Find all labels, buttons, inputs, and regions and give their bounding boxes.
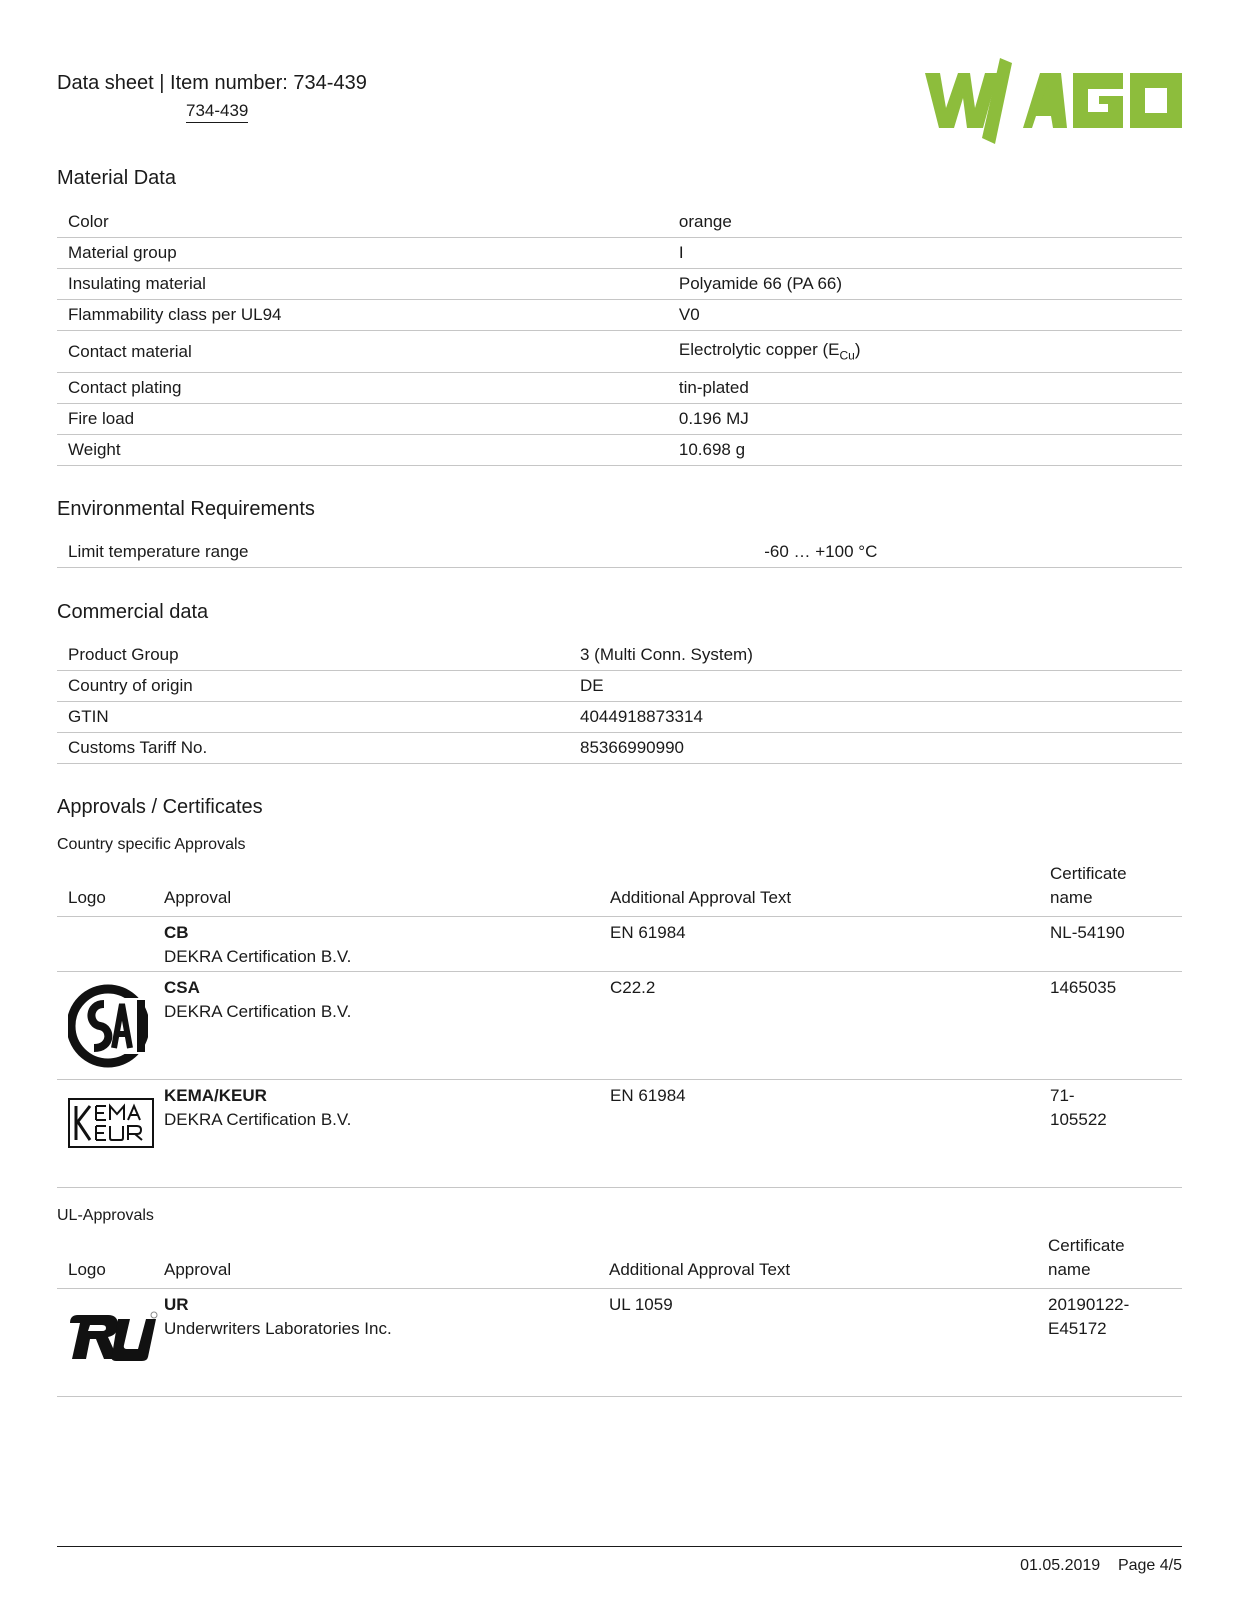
row-label: Customs Tariff No. [57,733,580,764]
row-value: V0 [679,300,1182,331]
col-additional-text: Additional Approval Text [610,862,1050,917]
country-approvals-table [57,862,1182,1188]
row-value: tin-plated [679,373,1182,404]
approval-text: UL 1059 [609,1289,1048,1397]
approval-text: C22.2 [610,972,1050,1080]
material-table [57,207,1182,466]
table-row [57,972,1182,1080]
col-additional-text: Additional Approval Text [609,1234,1048,1289]
approval-text: EN 61984 [610,1080,1050,1188]
logo-cell [57,1289,164,1397]
row-label: Limit temperature range [57,537,764,568]
row-value: DE [580,671,1182,702]
row-value: 3 (Multi Conn. System) [580,640,1182,671]
kema-keur-logo [68,1098,154,1148]
row-label: Contact material [57,331,679,373]
certificate-name: 20190122-E45172 [1048,1289,1182,1397]
table-row [57,917,1182,972]
row-label: Insulating material [57,269,679,300]
page-title: Data sheet | Item number: 734-439 [57,72,367,94]
ur-logo [68,1309,158,1365]
row-label: Fire load [57,404,679,435]
row-value: 0.196 MJ [679,404,1182,435]
wago-logo [925,58,1182,144]
row-value: 85366990990 [580,733,1182,764]
row-value: -60 … +100 °C [764,537,1182,568]
footer-date: 01.05.2019 [1020,1557,1101,1574]
row-label: Contact plating [57,373,679,404]
row-label: Product Group [57,640,580,671]
logo-cell [57,972,164,1080]
commercial-table [57,640,1182,764]
certificate-name: 71-105522 [1050,1080,1182,1188]
col-certificate-name: Certificate name [1050,862,1182,917]
commercial-heading: Commercial data [57,601,209,623]
approval-org: DEKRA Certification B.V. [164,947,352,966]
col-approval: Approval [164,1234,609,1289]
approval-org: Underwriters Laboratories Inc. [164,1319,392,1338]
row-value: Electrolytic copper $(E_{Cu})$ [679,331,1182,373]
ul-approvals-subheading: UL-Approvals [57,1207,154,1224]
table-row [57,1289,1182,1397]
row-value: 10.698 g [679,435,1182,466]
col-logo: Logo [57,1234,164,1289]
approval-name: UR [164,1295,189,1314]
country-approvals-subheading: Country specific Approvals [57,836,246,853]
row-label: GTIN [57,702,580,733]
approval-org: DEKRA Certification B.V. [164,1002,352,1021]
col-approval: Approval [164,862,610,917]
approval-org: DEKRA Certification B.V. [164,1110,352,1129]
table-row [57,1080,1182,1188]
row-label: Flammability class per UL94 [57,300,679,331]
row-label: Color [57,207,679,238]
approval-name: CB [164,923,189,942]
row-value: orange [679,207,1182,238]
csa-logo [68,982,148,1070]
row-value: 4044918873314 [580,702,1182,733]
logo-cell [57,917,164,972]
footer-divider [57,1546,1182,1547]
logo-cell [57,1080,164,1188]
row-value: Polyamide 66 (PA 66) [679,269,1182,300]
approval-name: CSA [164,978,200,997]
row-label: Weight [57,435,679,466]
row-label: Material group [57,238,679,269]
row-label: Country of origin [57,671,580,702]
approval-name: KEMA/KEUR [164,1086,267,1105]
footer-page-number: Page 4/5 [1117,1557,1182,1574]
row-value: I [679,238,1182,269]
footer [1020,1557,1182,1575]
environment-table [57,537,1182,568]
item-number-link[interactable]: 734-439 [186,101,248,123]
approval-text: EN 61984 [610,917,1050,972]
col-logo: Logo [57,862,164,917]
col-certificate-name: Certificate name [1048,1234,1182,1289]
material-heading: Material Data [57,167,176,189]
ul-approvals-table [57,1234,1182,1397]
certificate-name: 1465035 [1050,972,1182,1080]
certificate-name: NL-54190 [1050,917,1182,972]
environment-heading: Environmental Requirements [57,498,315,520]
approvals-heading: Approvals / Certificates [57,796,263,818]
